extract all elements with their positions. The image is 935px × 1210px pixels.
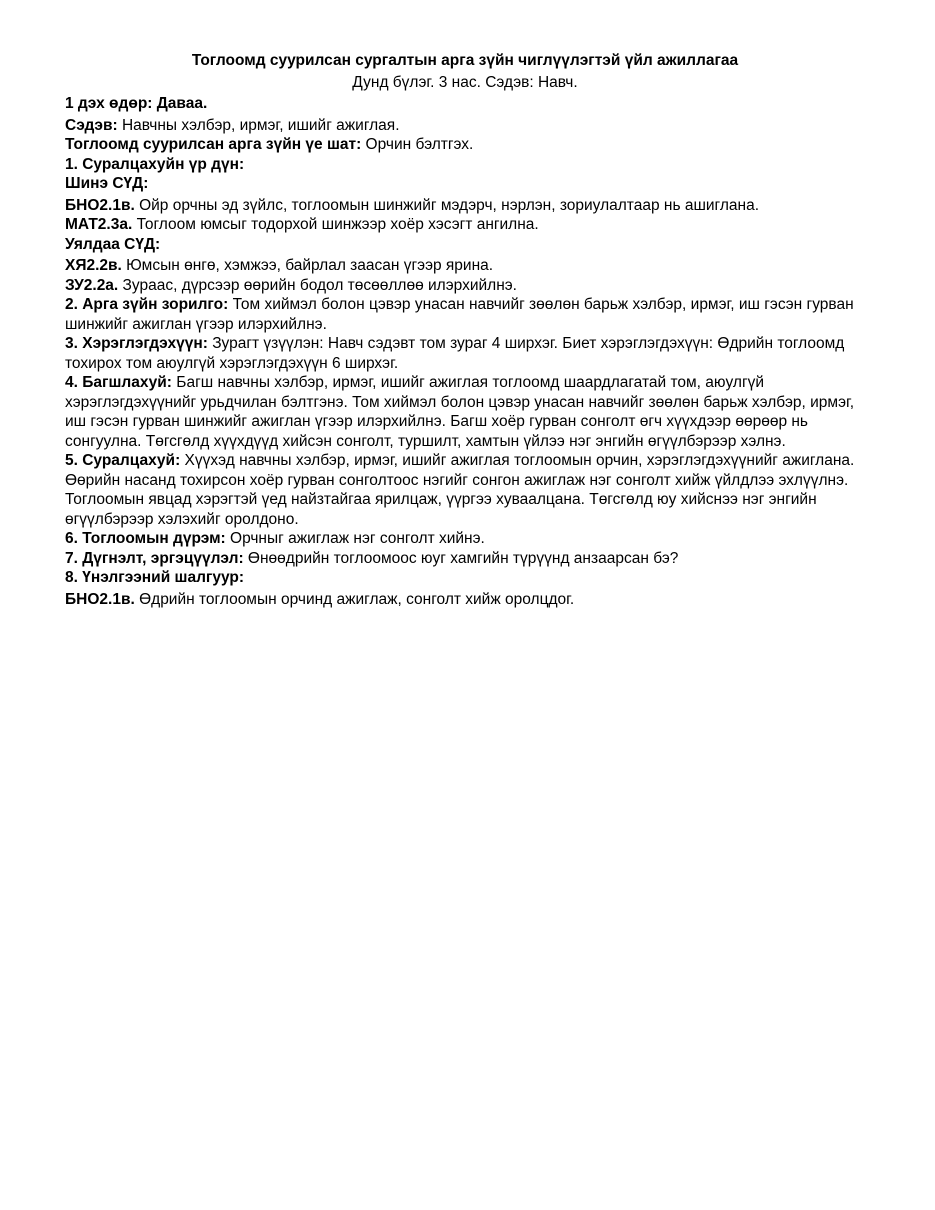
section-4-text: Багш навчны хэлбэр, ирмэг, ишийг ажиглая тоглоомд шаардлагатай том, аюулгүй хэрэглэгдэхүүнийг урьдчилан бэлтгэнэ. Том хиймэл болон цэвэр унасан навчийг зөөлөн барьж хэлбэр, ирмэг, иш гэсэн гурван шинжийг ажиглан үгээр илэрхийлнэ. Багш хоёр гурван сонголт өгч хүүхдээр өөрөөр нь сонгуулна. Төгсгөлд хүүхдүүд хийсэн сонголт, туршилт, хамтын үйлээ нэг энгийн өгүүлбэрээр хэлнэ. xyxy=(65,374,855,450)
outcome-item xyxy=(65,215,865,235)
criteria-text: Өдрийн тоглоомын орчинд ажиглаж, сонголт хийж оролцдог. xyxy=(134,590,575,608)
section-3 xyxy=(65,334,865,373)
section-3-text: Зурагт үзүүлэн: Навч сэдэвт том зураг 4 ширхэг. Биет хэрэглэгдэхүүн: Өдрийн тоглоомд тохирох том аюулгүй хэрэглэгдэхүүн 6 ширхэг. xyxy=(65,335,845,372)
method-label: Тоглоомд суурилсан арга зүйн үе шат: xyxy=(65,136,362,153)
section-7-text: Өнөөдрийн тоглоомоос юуг хамгийн түрүүнд анзаарсан бэ? xyxy=(243,549,679,567)
outcome-item xyxy=(65,256,865,276)
related-outcomes-heading-text: Уялдаа СҮД: xyxy=(65,235,161,253)
section-2 xyxy=(65,295,865,334)
section-7-label: 7. Дүгнэлт, эргэцүүлэл: xyxy=(65,549,244,567)
outcome-code: МАТ2.3а. xyxy=(65,216,133,233)
section-1-heading-text: 1. Суралцахуйн үр дүн: xyxy=(65,155,245,173)
day-heading: 1 дэх өдөр: Даваа. xyxy=(65,95,208,112)
new-outcomes-heading xyxy=(65,174,865,194)
related-outcomes-heading xyxy=(65,235,865,255)
method-text: Орчин бэлтгэх. xyxy=(361,136,474,153)
section-3-label: 3. Хэрэглэгдэхүүн: xyxy=(65,335,208,352)
outcome-text: Зураас, дүрсээр өөрийн бодол төсөөллөө илэрхийлнэ. xyxy=(118,276,517,294)
topic-text: Навчны хэлбэр, ирмэг, ишийг ажиглая. xyxy=(117,116,400,134)
outcome-code: ХЯ2.2в. xyxy=(65,257,122,274)
criteria-code: БНО2.1в. xyxy=(65,590,135,608)
method-line xyxy=(65,135,865,155)
section-8-heading-text: 8. Үнэлгээний шалгуур: xyxy=(65,569,245,586)
outcome-text: Тоглоом юмсыг тодорхой шинжээр хоёр хэсэгт ангилна. xyxy=(132,216,539,233)
section-5-label: 5. Суралцахуй: xyxy=(65,452,181,469)
outcome-code: БНО2.1в. xyxy=(65,196,135,214)
section-7 xyxy=(65,549,865,569)
outcome-code: ЗУ2.2а. xyxy=(65,276,119,294)
section-5 xyxy=(65,451,865,529)
topic-label: Сэдэв: xyxy=(65,116,118,134)
section-6 xyxy=(65,529,865,549)
section-2-label: 2. Арга зүйн зорилго: xyxy=(65,296,229,313)
new-outcomes-heading-text: Шинэ СҮД: xyxy=(65,175,149,192)
section-6-label: 6. Тоглоомын дүрэм: xyxy=(65,530,226,547)
section-6-text: Орчныг ажиглаж нэг сонголт хийнэ. xyxy=(225,530,485,547)
page-title: Тоглоомд суурилсан сургалтын арга зүйн чиглүүлэгтэй үйл ажиллагаа xyxy=(191,52,739,69)
section-1-heading xyxy=(65,155,865,175)
outcome-item xyxy=(65,196,865,216)
page-subtitle: Дунд бүлэг. 3 нас. Сэдэв: Навч. xyxy=(352,74,578,91)
outcome-text: Ойр орчны эд зүйлс, тоглоомын шинжийг мэдэрч, нэрлэн, зориулалтаар нь ашиглана. xyxy=(134,196,759,214)
day-line xyxy=(65,94,865,114)
section-2-text: Том хиймэл болон цэвэр унасан навчийг зөөлөн барьж хэлбэр, ирмэг, иш гэсэн гурван шинжийг ажиглан үгээр илэрхийлнэ. xyxy=(65,296,854,333)
outcome-text: Юмсын өнгө, хэмжээ, байрлал заасан үгээр ярина. xyxy=(121,257,494,274)
section-8-heading xyxy=(65,568,865,588)
criteria-item xyxy=(65,590,865,610)
document-page xyxy=(65,48,865,609)
topic-line xyxy=(65,116,865,136)
section-5-text: Хүүхэд навчны хэлбэр, ирмэг, ишийг ажиглая тоглоомын орчин, хэрэглэгдэхүүнийг ажиглана. Өөрийн насанд тохирсон хоёр гурван сонголтоос нэгийг сонгон ажиглаж нэг сонголт хийж үйлдлээ эхлүүлнэ. Тоглоомын явцад хэрэгтэй үед найзтайгаа ярилцаж, үүргээ хуваалцана. Төгсгөлд юу хийснээ нэг энгийн өгүүлбэрээр хэлэхийг оролдоно. xyxy=(65,452,855,528)
outcome-item xyxy=(65,276,865,296)
section-4-label: 4. Багшлахуй: xyxy=(65,374,172,391)
section-4 xyxy=(65,373,865,451)
